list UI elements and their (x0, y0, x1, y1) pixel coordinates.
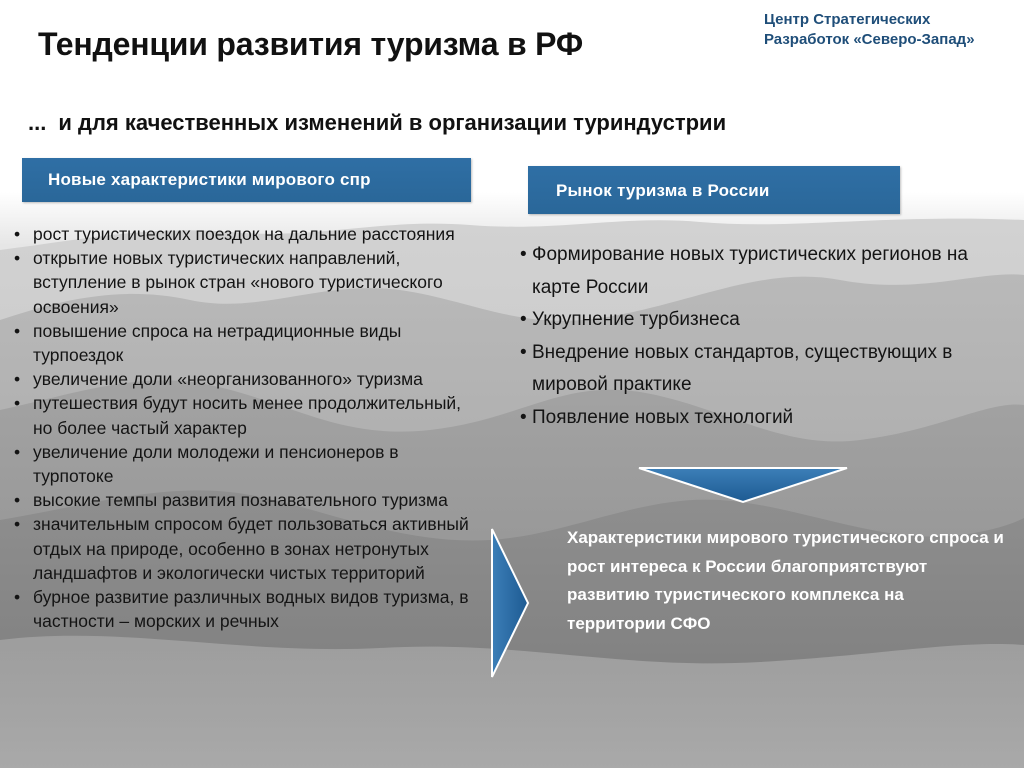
organization-name (764, 10, 975, 50)
list-item: • Формирование новых туристических регионов на карте России (520, 239, 1000, 304)
right-panel-header-label: Рынок туризма в России (556, 181, 770, 200)
list-item: • Укрупнение турбизнеса (520, 304, 1000, 337)
russia-market-list (520, 239, 1000, 434)
slide-subtitle (28, 110, 726, 136)
right-panel-header (528, 166, 900, 214)
list-item: • Появление новых технологий (520, 402, 1000, 435)
down-arrow-icon (637, 466, 849, 504)
subtitle-text: и для качественных изменений в организации туриндустрии (58, 110, 727, 135)
slide-title: Тенденции развития туризма в РФ (38, 26, 584, 62)
left-panel-header-label: Новые характеристики мирового спр (48, 170, 371, 189)
list-item: • высокие темпы развития познавательного туризма (12, 488, 482, 512)
right-arrow-icon (490, 527, 530, 679)
organization-line-1: Центр Стратегических (764, 11, 931, 28)
organization-line-2: Разработок «Северо-Запад» (764, 31, 975, 48)
subtitle-ellipsis: ... (28, 110, 47, 135)
list-item: • бурное развитие различных водных видов туризма, в частности – морских и речных (12, 585, 482, 633)
list-item: • увеличение доли молодежи и пенсионеров в турпотоке (12, 440, 482, 488)
world-demand-list (12, 222, 482, 633)
list-item: • Внедрение новых стандартов, существующих в мировой практике (520, 337, 1000, 402)
list-item: • увеличение доли «неорганизованного» туризма (12, 367, 482, 391)
list-item: • значительным спросом будет пользоваться активный отдых на природе, особенно в зонах нетронутых ландшафтов и экологически чистых территорий (12, 512, 482, 585)
conclusion-text: Характеристики мирового туристического спроса и рост интереса к России благоприятствуют развитию туристического комплекса на территории СФО (567, 528, 1004, 633)
list-item: • рост туристических поездок на дальние расстояния (12, 222, 482, 246)
list-item: • открытие новых туристических направлений, вступление в рынок стран «нового туристического освоения» (12, 246, 482, 319)
left-panel-header (22, 158, 471, 202)
list-item: • повышение спроса на нетрадиционные виды турпоездок (12, 319, 482, 367)
list-item: • путешествия будут носить менее продолжительный, но более частый характер (12, 391, 482, 439)
